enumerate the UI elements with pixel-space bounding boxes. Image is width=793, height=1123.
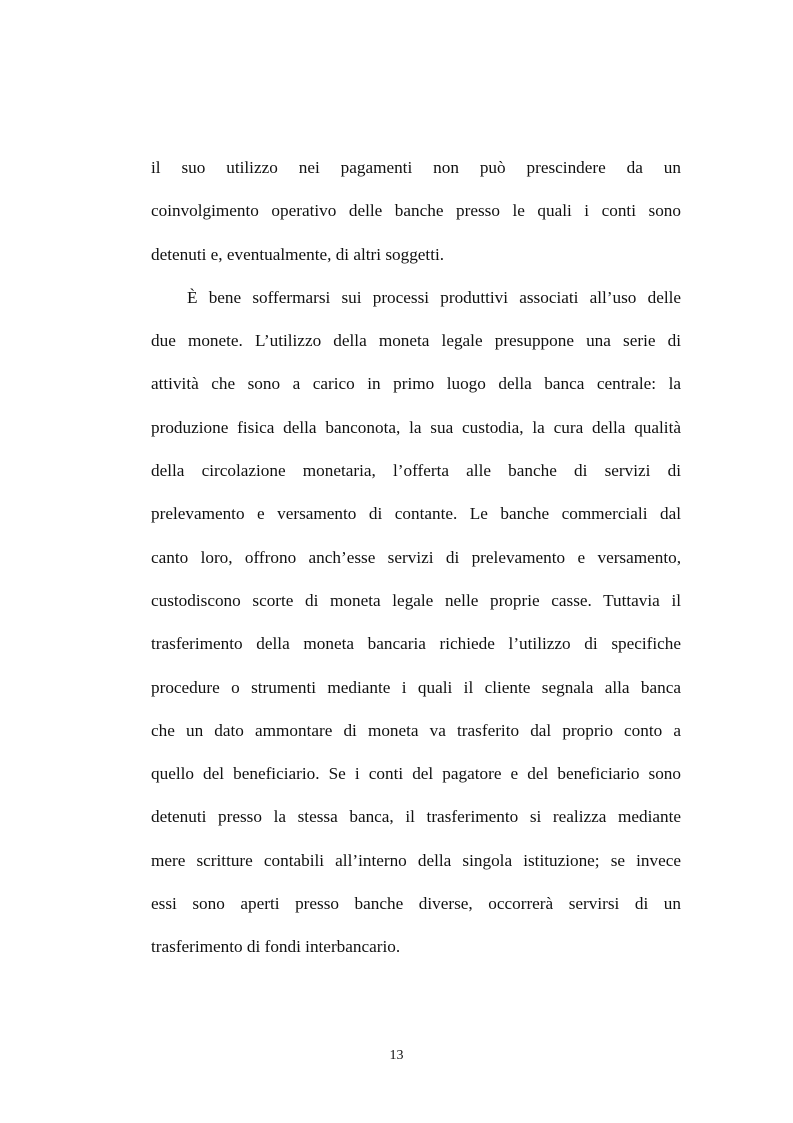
- text-line: procedure o strumenti mediante i quali il cliente segnala alla banca: [151, 677, 681, 697]
- page-number: 13: [389, 1048, 404, 1063]
- text-line: che un dato ammontare di moneta va trasferito dal proprio conto a: [151, 720, 681, 740]
- text-line: coinvolgimento operativo delle banche presso le quali i conti sono: [151, 201, 681, 221]
- paragraph-first-line: È bene soffermarsi sui processi produttivi associati all’uso delle: [187, 287, 681, 307]
- text-line: il suo utilizzo nei pagamenti non può prescindere da un: [151, 158, 681, 177]
- text-line: della circolazione monetaria, l’offerta alle banche di servizi di: [151, 461, 681, 481]
- text-line: detenuti e, eventualmente, di altri soggetti.: [151, 244, 445, 264]
- text-line: mere scritture contabili all’interno della singola istituzione; se invece: [151, 850, 681, 870]
- text-line: attività che sono a carico in primo luogo della banca centrale: la: [151, 374, 681, 394]
- text-line: custodiscono scorte di moneta legale nelle proprie casse. Tuttavia il: [151, 590, 681, 610]
- text-line: detenuti presso la stessa banca, il trasferimento si realizza mediante: [151, 807, 681, 827]
- text-line: quello del beneficiario. Se i conti del pagatore e del beneficiario sono: [151, 764, 681, 784]
- text-line: trasferimento di fondi interbancario.: [151, 937, 401, 957]
- text-line: trasferimento della moneta bancaria richiede l’utilizzo di specifiche: [151, 634, 681, 654]
- text-line: produzione fisica della banconota, la sua custodia, la cura della qualità: [151, 417, 681, 437]
- text-line: essi sono aperti presso banche diverse, occorrerà servirsi di un: [151, 894, 681, 914]
- text-line: prelevamento e versamento di contante. Le banche commerciali dal: [151, 504, 681, 524]
- body-text: [151, 146, 681, 969]
- text-line: due monete. L’utilizzo della moneta legale presuppone una serie di: [151, 331, 681, 351]
- text-line: canto loro, offrono anch’esse servizi di prelevamento e versamento,: [151, 547, 681, 567]
